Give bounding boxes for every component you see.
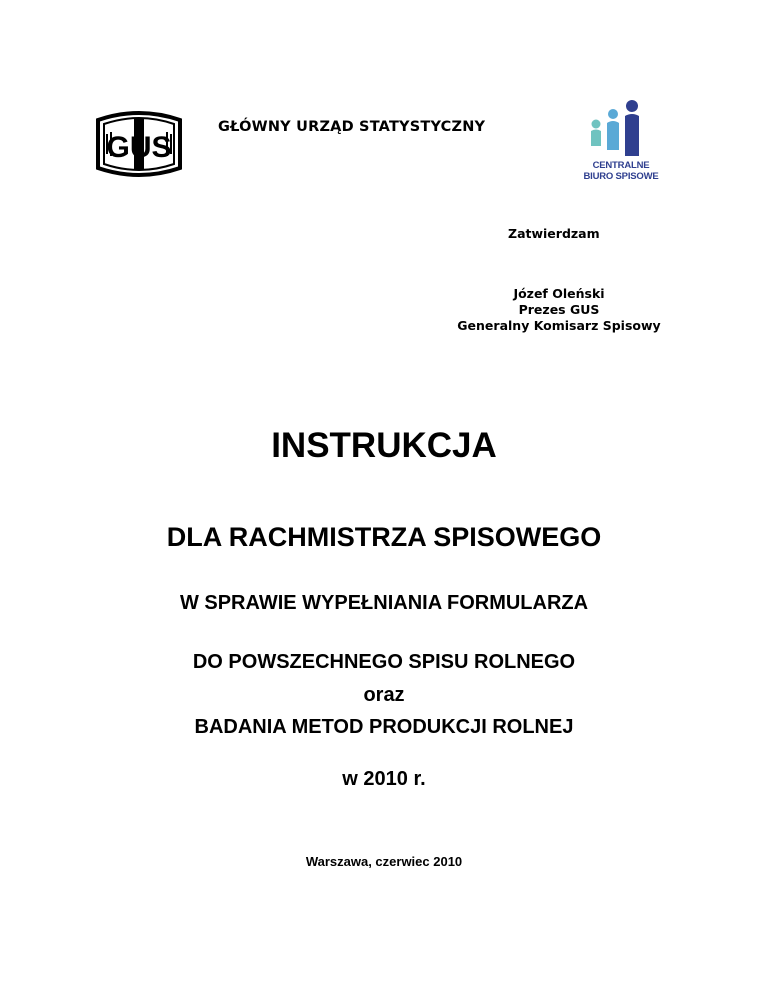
cbs-logo-line2: BIURO SPISOWE [583,171,659,182]
signatory-role: Generalny Komisarz Spisowy [457,318,661,333]
organization-name: GŁÓWNY URZĄD STATYSTYCZNY [218,119,486,135]
signature-block [420,286,698,334]
signatory-name: Józef Oleński [513,286,605,301]
gus-logo [92,104,186,184]
cbs-logo [582,98,660,188]
title-year: w 2010 r. [342,768,426,790]
title-line-5: oraz [363,684,405,706]
title-line-3: W SPRAWIE WYPEŁNIANIA FORMULARZA [179,592,589,614]
title-line-4: DO POWSZECHNEGO SPISU ROLNEGO [192,651,576,673]
title-line-6: BADANIA METOD PRODUKCJI ROLNEJ [194,716,574,738]
title-line-2: DLA RACHMISTRZA SPISOWEGO [166,522,602,552]
document-title: INSTRUKCJA [271,426,497,465]
gus-logo-text: GUS [106,131,172,164]
approval-label: Zatwierdzam [508,226,600,241]
place-date: Warszawa, czerwiec 2010 [305,854,463,869]
cbs-logo-line1: CENTRALNE [592,160,650,171]
signatory-title: Prezes GUS [518,302,600,317]
